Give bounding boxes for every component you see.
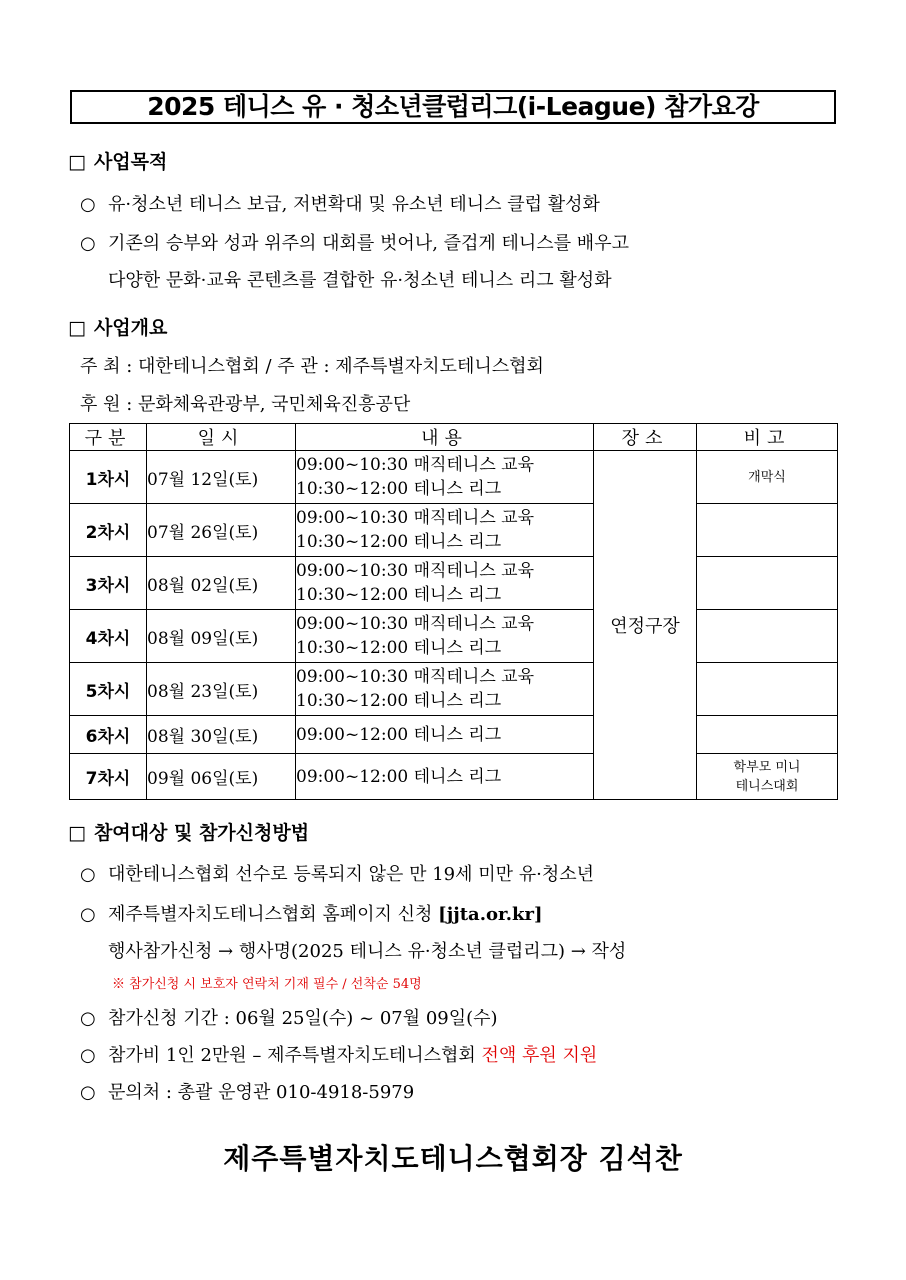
bullet-icon: ○ [80, 194, 96, 215]
session-number: 4차시 [70, 610, 147, 663]
session-date: 08월 02일(토) [147, 557, 296, 610]
table-row [70, 754, 838, 800]
session-number: 5차시 [70, 663, 147, 716]
session-number: 7차시 [70, 754, 147, 800]
participation-note: ※ 참가신청 시 보호자 연락처 기재 필수 / 선착순 54명 [112, 977, 422, 992]
bullet-icon: ○ [80, 233, 96, 254]
bullet-icon: ○ [80, 864, 96, 885]
column-header: 장소 [594, 424, 697, 451]
session-content: 09:00~12:00 테니스 리그 [296, 754, 594, 800]
session-date: 08월 30일(토) [147, 716, 296, 754]
column-header: 구분 [70, 424, 147, 451]
column-header: 비고 [697, 424, 838, 451]
session-number: 3차시 [70, 557, 147, 610]
venue-cell: 연정구장 [594, 451, 697, 800]
signature: 제주특별자치도테니스협회장 김석찬 [223, 1142, 683, 1175]
session-content: 09:00~10:30 매직테니스 교육 10:30~12:00 테니스 리그 [296, 504, 594, 557]
participation-item-2: ○ 제주특별자치도테니스협회 홈페이지 신청 [jjta.or.kr] [80, 904, 543, 925]
participation-item-3: ○ 참가신청 기간 : 06월 25일(수) ~ 07월 09일(수) [80, 1008, 498, 1029]
session-content: 09:00~12:00 테니스 리그 [296, 716, 594, 754]
session-number: 6차시 [70, 716, 147, 754]
checkbox-icon: □ [68, 317, 86, 339]
schedule-table [69, 423, 838, 800]
purpose-item-2: ○ 기존의 승부와 성과 위주의 대회를 벗어나, 즐겁게 테니스를 배우고 [80, 233, 629, 254]
purpose-item-2-continued: 다양한 문화·교육 콘텐츠를 결합한 유·청소년 테니스 리그 활성화 [108, 270, 612, 291]
session-note [697, 504, 838, 557]
checkbox-icon: □ [68, 822, 86, 844]
table-row [70, 610, 838, 663]
table-row [70, 504, 838, 557]
session-date: 09월 06일(토) [147, 754, 296, 800]
session-note: 학부모 미니 테니스대회 [697, 754, 838, 800]
table-row [70, 451, 838, 504]
participation-item-5: ○ 문의처 : 총괄 운영관 010-4918-5979 [80, 1082, 415, 1103]
session-note [697, 716, 838, 754]
table-header-row [70, 424, 838, 451]
session-date: 07월 26일(토) [147, 504, 296, 557]
session-content: 09:00~10:30 매직테니스 교육 10:30~12:00 테니스 리그 [296, 557, 594, 610]
bullet-icon: ○ [80, 904, 96, 925]
session-number: 1차시 [70, 451, 147, 504]
section-heading-overview: □ 사업개요 [68, 317, 168, 339]
full-sponsorship-text: 전액 후원 지원 [481, 1045, 598, 1066]
session-content: 09:00~10:30 매직테니스 교육 10:30~12:00 테니스 리그 [296, 610, 594, 663]
bullet-icon: ○ [80, 1045, 96, 1066]
session-note [697, 663, 838, 716]
bullet-icon: ○ [80, 1008, 96, 1029]
session-note [697, 610, 838, 663]
session-content: 09:00~10:30 매직테니스 교육 10:30~12:00 테니스 리그 [296, 451, 594, 504]
page-title: 2025 테니스 유 · 청소년클럽리그(i-League) 참가요강 [70, 90, 836, 124]
session-date: 07월 12일(토) [147, 451, 296, 504]
participation-item-2-continued: 행사참가신청 → 행사명(2025 테니스 유·청소년 클럽리그) → 작성 [108, 941, 627, 962]
session-note: 개막식 [697, 451, 838, 504]
table-row [70, 716, 838, 754]
host-line: 주 최 : 대한테니스협회 / 주 관 : 제주특별자치도테니스협회 [80, 356, 544, 377]
checkbox-icon: □ [68, 151, 86, 173]
table-row [70, 557, 838, 610]
table-row [70, 663, 838, 716]
session-content: 09:00~10:30 매직테니스 교육 10:30~12:00 테니스 리그 [296, 663, 594, 716]
website-address: [jjta.or.kr] [438, 904, 543, 925]
session-date: 08월 23일(토) [147, 663, 296, 716]
purpose-item-1: ○ 유·청소년 테니스 보급, 저변확대 및 유소년 테니스 클럽 활성화 [80, 194, 600, 215]
column-header: 일시 [147, 424, 296, 451]
session-note [697, 557, 838, 610]
session-number: 2차시 [70, 504, 147, 557]
column-header: 내용 [296, 424, 594, 451]
participation-item-4: ○ 참가비 1인 2만원 – 제주특별자치도테니스협회 전액 후원 지원 [80, 1045, 598, 1066]
bullet-icon: ○ [80, 1082, 96, 1103]
participation-item-1: ○ 대한테니스협회 선수로 등록되지 않은 만 19세 미만 유·청소년 [80, 864, 594, 885]
sponsor-line: 후 원 : 문화체육관광부, 국민체육진흥공단 [80, 394, 411, 415]
section-heading-purpose: □ 사업목적 [68, 151, 168, 173]
session-date: 08월 09일(토) [147, 610, 296, 663]
section-heading-participation: □ 참여대상 및 참가신청방법 [68, 822, 310, 844]
